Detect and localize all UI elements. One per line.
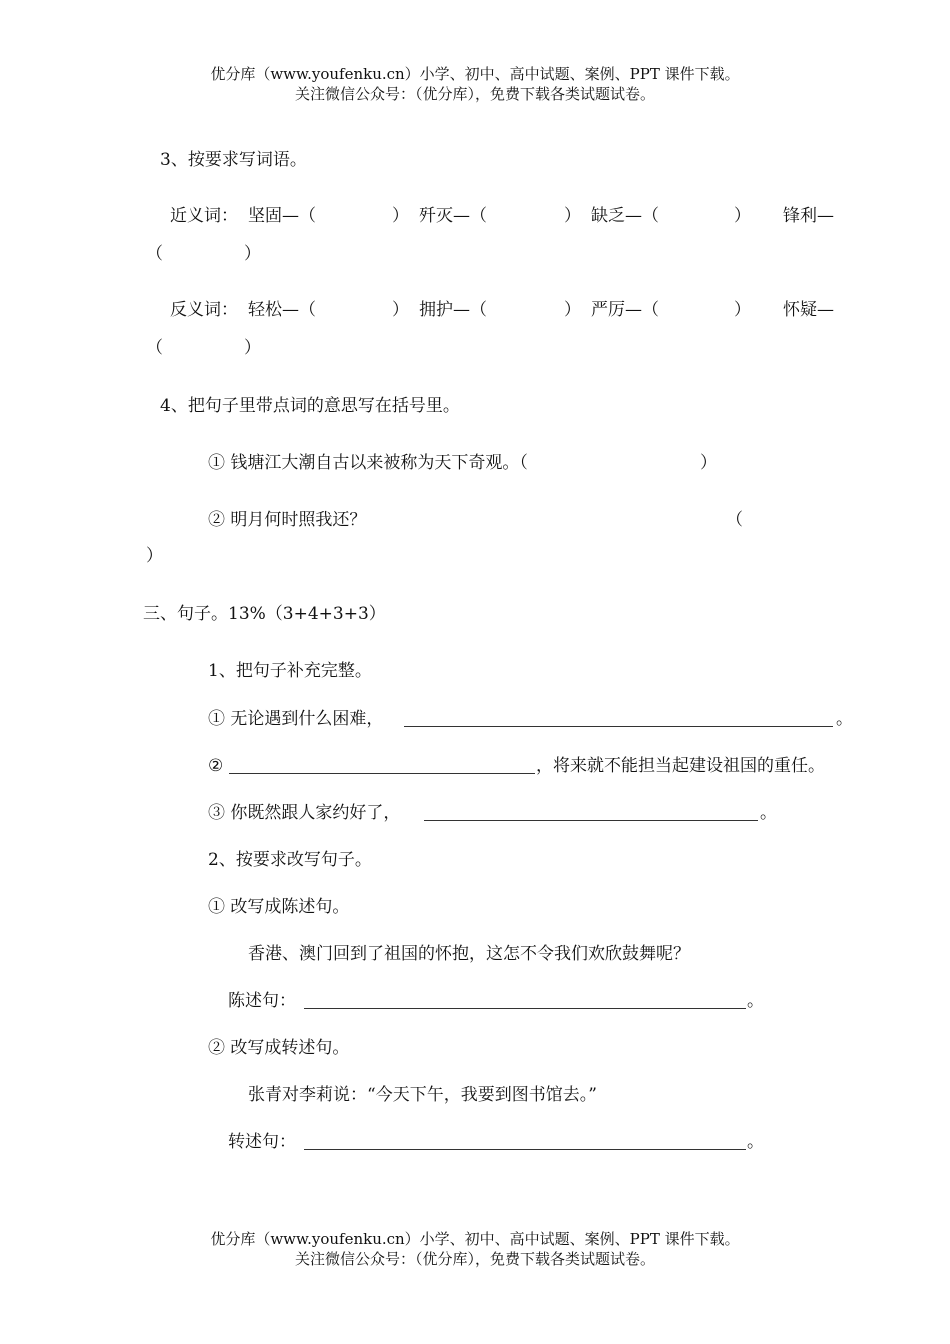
sentence-a-prefix: ① 无论遇到什么困难， [208, 709, 384, 729]
sentence-b-prefix: ② [208, 756, 224, 776]
rewrite-a-sentence: 香港、澳门回到了祖国的怀抱，这怎不令我们欢欣鼓舞呢？ [248, 944, 690, 964]
synonym-item-2: 歼灭—（ [419, 206, 487, 226]
answer-blank[interactable] [304, 1149, 746, 1150]
close-paren: ） [564, 300, 581, 320]
footer-line-2: 关注微信公众号：（优分库），免费下载各类试题试卷。 [294, 1250, 655, 1268]
part-1-title: 1、把句子补充完整。 [208, 661, 372, 681]
declarative-label: 陈述句： [228, 991, 296, 1011]
answer-blank[interactable] [424, 820, 758, 821]
q4-sentence-2: ② 明月何时照我还？ [208, 510, 367, 530]
period: 。 [836, 709, 853, 729]
header-line-2: 关注微信公众号：（优分库），免费下载各类试题试卷。 [294, 85, 655, 103]
open-paren: （ [726, 510, 743, 530]
period: 。 [747, 1132, 764, 1152]
q4-sentence-1: ① 钱塘江大潮自古以来被称为天下奇观。（ [208, 453, 528, 473]
close-paren: ） [146, 546, 163, 566]
synonym-item-3: 缺乏—（ [591, 206, 659, 226]
rewrite-a-title: ① 改写成陈述句。 [208, 897, 350, 917]
antonym-label: 反义词： [170, 300, 238, 320]
close-paren: ） [244, 338, 261, 358]
close-paren: ） [734, 300, 751, 320]
sentence-c-prefix: ③ 你既然跟人家约好了， [208, 803, 401, 823]
synonym-item-1: 坚固—（ [248, 206, 316, 226]
period: 。 [760, 803, 777, 823]
antonym-item-1: 轻松—（ [248, 300, 316, 320]
reported-speech-label: 转述句： [228, 1132, 296, 1152]
part-2-title: 2、按要求改写句子。 [208, 850, 372, 870]
close-paren: ） [392, 206, 409, 226]
close-paren: ） [392, 300, 409, 320]
antonym-item-4: 怀疑— [783, 300, 834, 320]
rewrite-b-title: ② 改写成转述句。 [208, 1038, 350, 1058]
q3-title: 3、按要求写词语。 [160, 150, 307, 170]
open-paren: （ [146, 244, 163, 264]
sentence-b-suffix: ，将来就不能担当起建设祖国的重任。 [536, 756, 825, 776]
close-paren: ） [244, 244, 261, 264]
answer-blank[interactable] [304, 1008, 746, 1009]
footer-line-1: 优分库（www.youfenku.cn）小学、初中、高中试题、案例、PPT 课件下载。 [210, 1230, 740, 1248]
close-paren: ） [700, 453, 717, 473]
answer-blank[interactable] [229, 773, 535, 774]
antonym-item-2: 拥护—（ [419, 300, 487, 320]
close-paren: ） [734, 206, 751, 226]
antonym-item-3: 严厉—（ [591, 300, 659, 320]
open-paren: （ [146, 338, 163, 358]
section-3-title: 三、句子。13%（3+4+3+3） [143, 604, 386, 624]
header-line-1: 优分库（www.youfenku.cn）小学、初中、高中试题、案例、PPT 课件下载。 [210, 65, 740, 83]
q4-title: 4、把句子里带点词的意思写在括号里。 [160, 396, 460, 416]
synonym-item-4: 锋利— [783, 206, 834, 226]
rewrite-b-sentence: 张青对李莉说：“今天下午，我要到图书馆去。” [248, 1085, 597, 1105]
close-paren: ） [564, 206, 581, 226]
period: 。 [747, 991, 764, 1011]
answer-blank[interactable] [404, 726, 833, 727]
synonym-label: 近义词： [170, 206, 238, 226]
